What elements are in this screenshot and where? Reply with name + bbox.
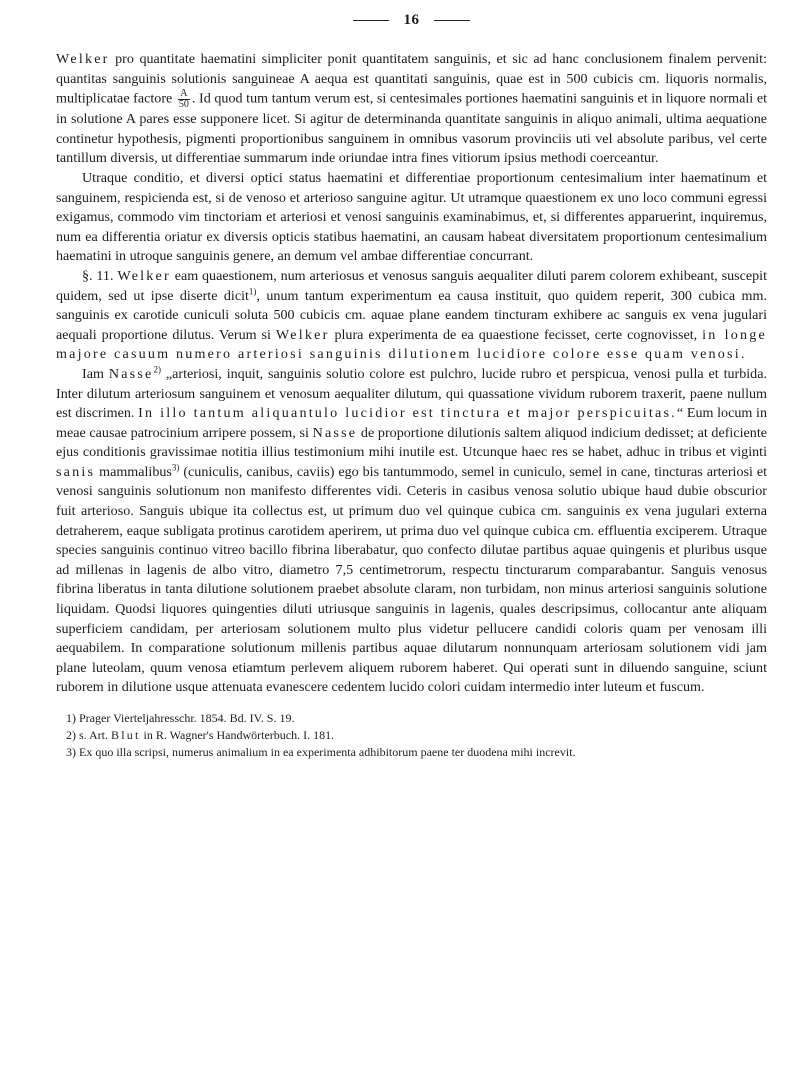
footnote-text: Prager Vierteljahresschr. 1854. Bd. IV. S. 19.: [79, 711, 295, 725]
fraction-numerator: A: [178, 89, 190, 100]
paragraph-p3: [56, 267, 767, 365]
text-run: , unum tantum experimentum ea causa instituit, quo quidem reperit, 300 cubica mm. sanguinis ex carotide cuniculi soluta 500 cubicis cm. aquae plane eandem tincturam exhibere ac sanguis ex vena jugulari aequali proportione dilutus. Verum si: [56, 287, 767, 343]
footnote-marker: 3): [66, 745, 76, 759]
footnote-reference: 3): [171, 462, 180, 473]
footnote-marker: 2): [66, 728, 76, 742]
footnote-text: s. Art.: [79, 728, 112, 742]
body-text: [56, 50, 767, 698]
footnote: [56, 727, 767, 744]
spaced-emphasis-text: Welker: [117, 267, 171, 284]
text-run: “ Eum locum in meae causae patrocinium arripere possem, si: [56, 405, 767, 441]
text-run: de proportione dilutionis saltem aliquod indicium dedisset; at deficiente ejus conditionis gravissimae notitia illius testimonium mihi inutile est. Utcunque haec res se habet, adhuc in tribus et viginti: [56, 424, 767, 461]
page: [56, 10, 767, 761]
paragraph-p1: [56, 50, 767, 169]
text-run: §. 11.: [82, 267, 118, 284]
text-run: (cuniculis, canibus, caviis) ego bis tantummodo, semel in cuniculo, semel in cane, tincturas arteriosi et venosi sanguinis solutionum non manifesto differentes vidi. Ceteris in casibus venosa solutio ubique haud dubie obscurior fuit arterioso. Sanguis ubique ita collectus est, ut primum duo vel quinque cubica cm. sanguinis ex vena jugulari externa detraherem, eaque subligata protinus carotidem aperirem, ut prima duo vel quinque cubica cm. effluentia exciperem. Utraque species sanguinis continuo vitreo bacillo fibrina liberabatur, quo confecto dilutae partibus aquae quingenis et pluribus usque ad millenas in lagenis de albo vitro, diametro 7,5 centimetrorum, respectu tincturarum comparabantur. Sanguis venosus fibrina liberatus in tanta dilutione solutionem praebet absolute claram, non turbidam, non minus arteriosi sanguinis solutione liquidam. Quodsi liquores quingenties diluti utriusque sanguinis in lagenis, quales descripsimus, collocantur ante aliquam superficiem candidam, per arteriosam solutionem multo plus videtur pellucere candidi coloris quam per venosam illi aequabilem. In comparatione solutionum millenis partibus aquae dilutarum nonnunquam arteriosam solutionem vidi jam plane luteolam, quum venosa etiamtum perlevem aliquem ruborem haberet. Qui operati sunt in diluendo sanguine, sciunt ruborem in dilutione usque attenuata evanescere cedentem lucido colori cuidam intermedio inter luteum et fuscum.: [56, 463, 767, 696]
footnote-reference: 2): [153, 364, 161, 375]
spaced-emphasis-text: in longe majore casuum numero arteriosi sanguinis dilutionem lucidiore colore esse quam venosi.: [56, 326, 767, 363]
text-run: plura experimenta de ea quaestione fecisset, certe cognovisset,: [329, 326, 703, 343]
header-rule-left: [353, 20, 389, 21]
spaced-emphasis-text: In illo tantum aliquantulo lucidior est tinctura et major perspicuitas.: [138, 405, 677, 422]
fraction: [178, 89, 190, 110]
paragraph-p4: [56, 365, 767, 698]
fraction-denominator: 50: [178, 99, 189, 111]
text-run: . Id quod tum tantum verum est, si centesimales portiones haematini sanguinis et in liquore normali et in solutione A pares esse supponere licet. Si agitur de determinanda quantitate sanguinis in aliquo animali, ultima aequatione continetur hypothesis, pigmenti proportionibus sanguinem in omnibus vasorum provinciis uti vel absolute paribus, vel certe tantillum diversis, ut differentiae summarum inde oriundae intra fines vitiorum ipsius methodi coerceantur.: [56, 90, 767, 167]
footnote-marker: 1): [66, 711, 76, 725]
spaced-emphasis-text: sanis: [56, 463, 96, 480]
spaced-emphasis-text: Welker: [275, 326, 330, 343]
footnote-reference: 1): [248, 285, 257, 296]
text-run: „arteriosi, inquit, sanguinis solutio colore est pulchro, lucide rubro et perspicua, venosi pulla et turbida. Inter dilutum arteriosum sanguinem et venosum aequaliter dilutum, qui quassatione vividum ruborem traxerit, paene nullum est discrimen.: [56, 365, 768, 422]
paragraph-p2: [56, 169, 767, 267]
spaced-emphasis-text: Nasse: [108, 365, 154, 382]
header-rule-right: [434, 20, 470, 21]
text-run: eam quaestionem, num arteriosus et venosus sanguis aequaliter diluti parem colorem exhibeant, suscepit quidem, sed ut ipse diserte dicit: [56, 267, 767, 304]
page-number: 16: [403, 12, 420, 28]
text-run: Iam: [82, 365, 109, 382]
text-run: mammalibus: [95, 463, 172, 480]
footnote-text-rest: in R. Wagner's Handwörterbuch. I. 181.: [140, 728, 335, 742]
spaced-emphasis-text: Welker: [56, 51, 110, 67]
footnote-spaced-text: Blut: [111, 728, 141, 742]
page-header: [56, 10, 767, 30]
text-run: Utraque conditio, et diversi optici status haematini et differentiae proportionum centesimalium inter haematinum et sanguinem, respicienda est, si de venoso et arterioso sanguine agitur. Ut utramque quaestionem ex uno loco communi egressi exigamus, commodo vim tinctoriam et arteriosi et venosi sanguinis examinabimus, et, si differentes apparuerint, inquiremus, num ea differentia oriatur ex diversis opticis statibus haematini, an causam habeat diversitatem proportionum centesimalium haematini in utroque sanguinis genere, an demum vel ambae differentiae concurrant.: [56, 169, 767, 265]
spaced-emphasis-text: Nasse: [312, 424, 358, 441]
footnotes: [56, 710, 767, 761]
text-run: pro quantitate haematini simpliciter ponit quantitatem sanguinis, et sic ad hanc conclusionem finalem pervenit: quantitas sanguinis solutionis sanguineae A aequa est quantitati sanguinis, quae est in 500 cubicis cm. liquoris normalis, multiplicatae factore: [56, 51, 767, 107]
footnote: [56, 710, 767, 727]
footnote: [56, 744, 767, 761]
footnote-text: Ex quo illa scripsi, numerus animalium in ea experimenta adhibitorum paene ter duodena mihi increvit.: [79, 745, 576, 759]
